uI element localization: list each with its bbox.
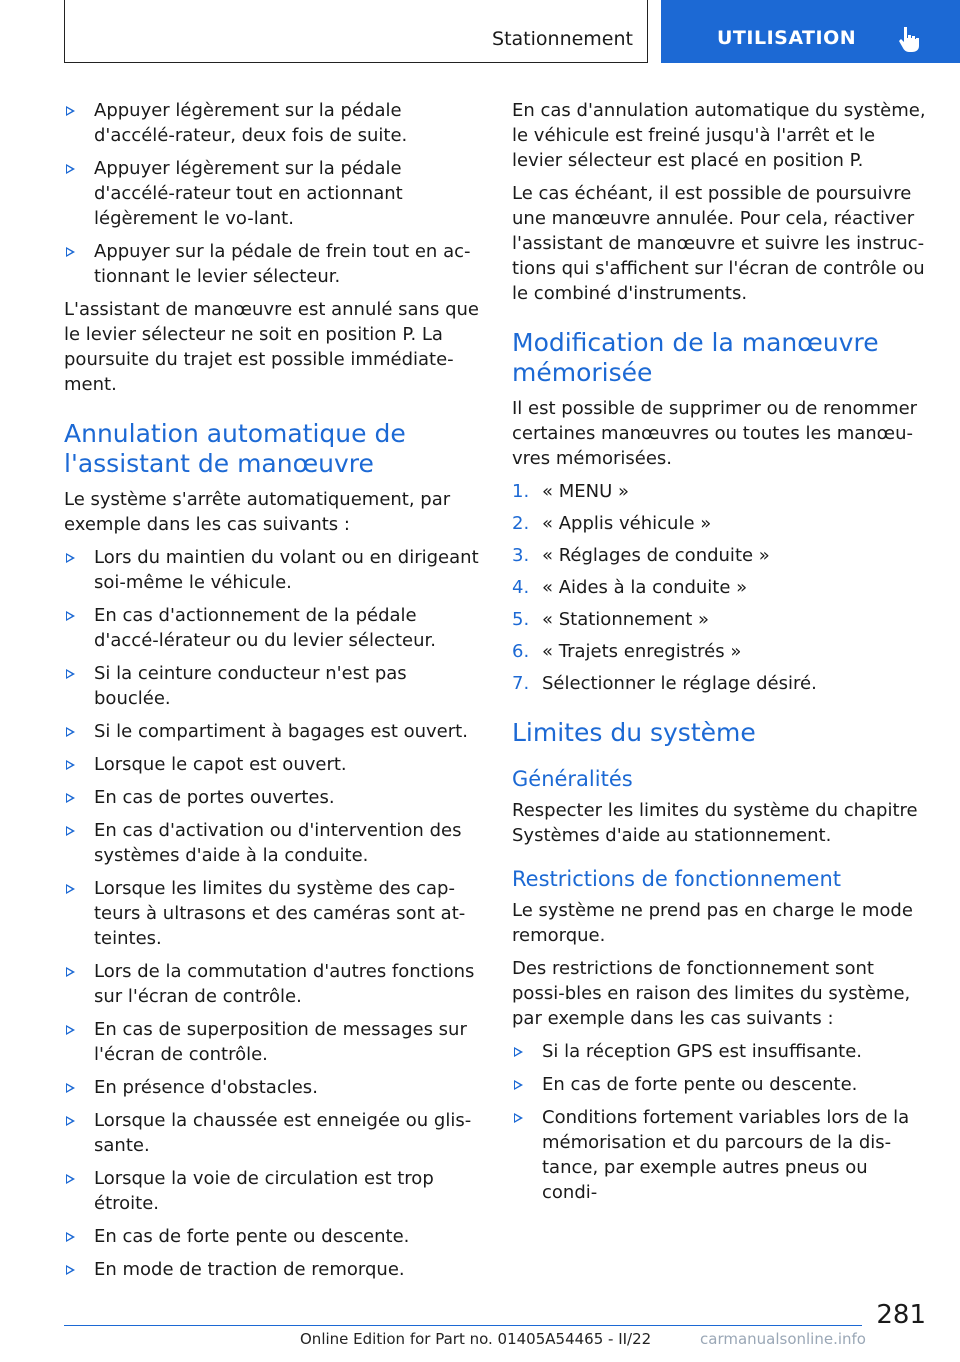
header-section-tab xyxy=(64,0,648,63)
section-heading: Limites du système xyxy=(512,718,756,747)
triangle-bullet-icon xyxy=(66,1174,75,1184)
triangle-bullet-icon xyxy=(66,884,75,894)
right-column xyxy=(512,98,928,1213)
list-item: En cas de forte pente ou descente. xyxy=(64,1224,480,1249)
list-item: En cas de portes ouvertes. xyxy=(64,785,480,810)
triangle-bullet-icon xyxy=(66,247,75,257)
triangle-bullet-icon xyxy=(66,727,75,737)
paragraph: L'assistant de manœuvre est annulé sans que le levier sélecteur ne soit en position P. La poursuite du trajet est possible immédiate-ment. xyxy=(64,299,479,395)
triangle-bullet-icon xyxy=(66,164,75,174)
list-item: En cas de forte pente ou descente. xyxy=(512,1072,928,1097)
numbered-step: 6. « Trajets enregistrés » xyxy=(512,641,742,662)
list-item: Lorsque le capot est ouvert. xyxy=(64,752,480,777)
triangle-bullet-icon xyxy=(66,793,75,803)
footer-divider xyxy=(64,1325,862,1326)
numbered-step: 3. « Réglages de conduite » xyxy=(512,545,770,566)
left-column xyxy=(64,98,480,1290)
list-item: En cas de superposition de messages sur l'écran de contrôle. xyxy=(64,1017,480,1067)
paragraph: En cas d'annulation automatique du système, le véhicule est freiné jusqu'à l'arrêt et le levier sélecteur est placé en position P. xyxy=(512,100,926,171)
list-item: Lorsque la chaussée est enneigée ou glis-sante. xyxy=(64,1108,480,1158)
pointing-hand-icon xyxy=(895,24,925,54)
triangle-bullet-icon xyxy=(66,553,75,563)
numbered-step: 7. Sélectionner le réglage désiré. xyxy=(512,673,817,694)
triangle-bullet-icon xyxy=(66,1025,75,1035)
list-item: Conditions fortement variables lors de la mémorisation et du parcours de la dis-tance, par exemple autres pneus ou condi- xyxy=(512,1105,928,1205)
list-item: Appuyer sur la pédale de frein tout en ac-tionnant le levier sélecteur. xyxy=(64,239,480,289)
triangle-bullet-icon xyxy=(66,1116,75,1126)
list-item: Si la ceinture conducteur n'est pas bouclée. xyxy=(64,661,480,711)
triangle-bullet-icon xyxy=(66,1265,75,1275)
list-item: En cas d'actionnement de la pédale d'accé-lérateur ou du levier sélecteur. xyxy=(64,603,480,653)
numbered-step: 1. « MENU » xyxy=(512,481,630,502)
numbered-step: 5. « Stationnement » xyxy=(512,609,710,630)
triangle-bullet-icon xyxy=(66,760,75,770)
numbered-step: 2. « Applis véhicule » xyxy=(512,513,712,534)
header-section-title: Stationnement xyxy=(492,28,633,50)
triangle-bullet-icon xyxy=(66,967,75,977)
paragraph: Le système s'arrête automatiquement, par exemple dans les cas suivants : xyxy=(64,489,451,535)
triangle-bullet-icon xyxy=(514,1080,523,1090)
paragraph: Le cas échéant, il est possible de poursuivre une manœuvre annulée. Pour cela, réactiver l'assistant de manœuvre et suivre les instruc-tions qui s'affichent sur l'écran de contrôle ou le combiné d'instruments. xyxy=(512,183,925,304)
paragraph: Le système ne prend pas en charge le mode remorque. xyxy=(512,900,913,946)
page-number: 281 xyxy=(876,1300,926,1330)
footer-watermark: carmanualsonline.info xyxy=(700,1330,866,1348)
paragraph: Des restrictions de fonctionnement sont possi-bles en raison des limites du système, par exemple dans les cas suivants : xyxy=(512,958,911,1029)
list-item: Si la réception GPS est insuffisante. xyxy=(512,1039,928,1064)
subsection-heading: Généralités xyxy=(512,767,633,791)
list-item: En cas d'activation ou d'intervention des systèmes d'aide à la conduite. xyxy=(64,818,480,868)
triangle-bullet-icon xyxy=(66,1083,75,1093)
footer-edition: Online Edition for Part no. 01405A54465 - II/22 xyxy=(300,1330,652,1348)
list-item: En présence d'obstacles. xyxy=(64,1075,480,1100)
list-item: Appuyer légèrement sur la pédale d'accélé-rateur tout en actionnant légèrement le vo-lant. xyxy=(64,156,480,231)
subsection-heading: Restrictions de fonctionnement xyxy=(512,867,841,891)
triangle-bullet-icon xyxy=(66,669,75,679)
paragraph: Respecter les limites du système du chapitre Systèmes d'aide au stationnement. xyxy=(512,800,918,846)
triangle-bullet-icon xyxy=(514,1047,523,1057)
header-chapter-tab xyxy=(661,0,960,63)
paragraph: Il est possible de supprimer ou de renommer certaines manœuvres ou toutes les manœu-vres mémorisées. xyxy=(512,398,918,469)
list-item: Si le compartiment à bagages est ouvert. xyxy=(64,719,480,744)
list-item: Lors du maintien du volant ou en dirigeant soi-même le véhicule. xyxy=(64,545,480,595)
section-heading: Annulation automatique de l'assistant de manœuvre xyxy=(64,419,406,478)
triangle-bullet-icon xyxy=(514,1113,523,1123)
numbered-step: 4. « Aides à la conduite » xyxy=(512,577,748,598)
header-chapter-title: UTILISATION xyxy=(717,27,857,49)
list-item: Lorsque les limites du système des cap-teurs à ultrasons et des caméras sont at-teintes. xyxy=(64,876,480,951)
list-item: En mode de traction de remorque. xyxy=(64,1257,480,1282)
triangle-bullet-icon xyxy=(66,826,75,836)
triangle-bullet-icon xyxy=(66,106,75,116)
triangle-bullet-icon xyxy=(66,1232,75,1242)
list-item: Appuyer légèrement sur la pédale d'accélé-rateur, deux fois de suite. xyxy=(64,98,480,148)
section-heading: Modification de la manœuvre mémorisée xyxy=(512,328,879,387)
list-item: Lorsque la voie de circulation est trop étroite. xyxy=(64,1166,480,1216)
triangle-bullet-icon xyxy=(66,611,75,621)
list-item: Lors de la commutation d'autres fonctions sur l'écran de contrôle. xyxy=(64,959,480,1009)
